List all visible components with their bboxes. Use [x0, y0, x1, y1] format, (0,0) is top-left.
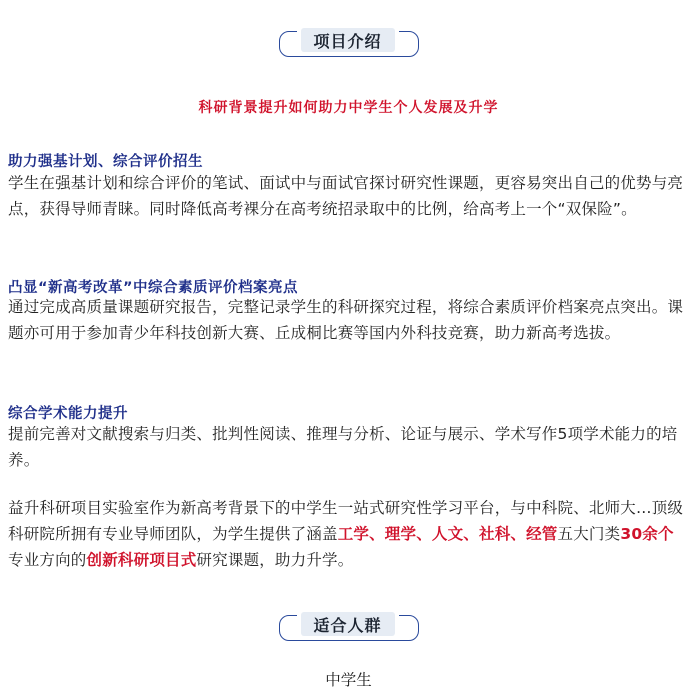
block-heading-3: 综合学术能力提升	[8, 406, 128, 422]
section-title-intro	[279, 31, 419, 59]
headline: 科研背景提升如何助力中学生个人发展及升学	[198, 100, 499, 116]
summary-project-type: 创新科研项目式	[86, 551, 197, 569]
audience-text: 中学生	[325, 671, 372, 689]
summary-fields: 工学、理学、人文、社科、经管	[337, 525, 558, 543]
block-body-2: 通过完成高质量课题研究报告，完整记录学生的科研探究过程，将综合素质评价档案亮点突出。课题亦可用于参加青少年科技创新大赛、丘成桐比赛等国内外科技竞赛，助力新高考选拔。	[8, 298, 684, 342]
summary-part-2: 五大门类	[557, 525, 621, 543]
section-title-audience	[279, 615, 419, 643]
block-heading-2: 凸显“新高考改革”中综合素质评价档案亮点	[8, 280, 299, 296]
block-body-1: 学生在强基计划和综合评价的笔试、面试中与面试官探讨研究性课题，更容易突出自己的优势与亮点，获得导师青睐。同时降低高考裸分在高考统招录取中的比例，给高考上一个“双保险”。	[8, 174, 684, 218]
summary-paragraph	[8, 495, 688, 573]
summary-count: 30余个	[620, 525, 674, 543]
summary-part-1: 益升科研项目实验室作为新高考背景下的中学生一站式研究性学习平台，与中科院、北师大…顶级科研院所拥有专业导师团队，为学生提供了涵盖	[8, 499, 684, 543]
summary-part-3: 专业方向的	[8, 551, 87, 569]
summary-part-4: 研究课题，助力升学。	[196, 551, 354, 569]
section-title-audience-label: 适合人群	[301, 612, 395, 636]
block-body-3: 提前完善对文献搜索与归类、批判性阅读、推理与分析、论证与展示、学术写作5项学术能力的培养。	[8, 425, 678, 469]
block-heading-1: 助力强基计划、综合评价招生	[8, 154, 203, 170]
section-title-intro-label: 项目介绍	[301, 28, 395, 52]
